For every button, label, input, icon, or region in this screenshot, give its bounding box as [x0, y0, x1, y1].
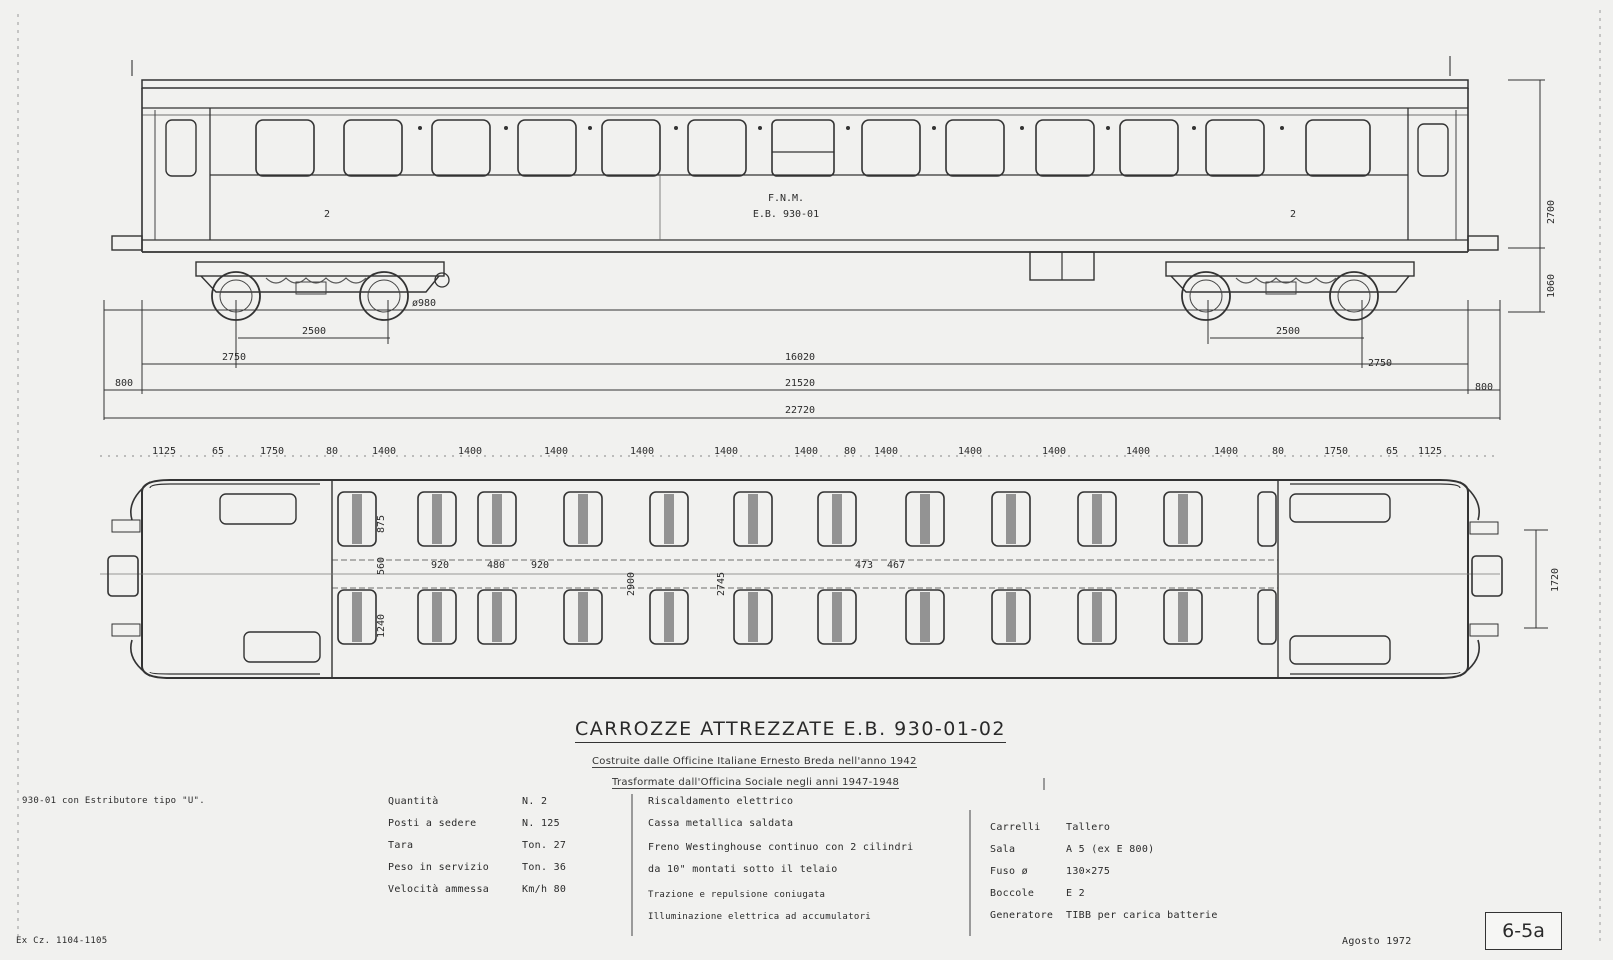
aisle-dim-e: 2745 [716, 571, 727, 597]
seat-lower-6 [818, 590, 856, 644]
seat-upper-1 [418, 492, 456, 546]
seat-upper-8 [992, 492, 1030, 546]
top-dim-9: 1400 [793, 446, 819, 457]
tech-value-1: A 5 (ex E 800) [1066, 844, 1155, 855]
tech-label-4: Generatore [990, 910, 1054, 921]
seat-lower-4 [650, 590, 688, 644]
seat-lower-0 [338, 590, 376, 644]
seat-upper-6 [818, 492, 856, 546]
top-dim-1: 65 [211, 446, 225, 457]
seat-upper-9 [1078, 492, 1116, 546]
tech-label-2: Fuso ø [990, 866, 1028, 877]
side-view [104, 56, 1557, 420]
spec-label-3: Peso in servizio [388, 862, 490, 873]
dim-height-body: 2700 [1546, 199, 1557, 225]
feature-5: Illuminazione elettrica ad accumulatori [648, 912, 872, 922]
tech-label-1: Sala [990, 844, 1016, 855]
top-dim-0: 1125 [151, 446, 177, 457]
tech-label-3: Boccole [990, 888, 1035, 899]
top-dim-14: 1400 [1125, 446, 1151, 457]
tech-label-0: Carrelli [990, 822, 1041, 833]
seat-dim-1: 920 [430, 560, 450, 571]
top-dim-12: 1400 [957, 446, 983, 457]
aisle-dim-b: 560 [376, 556, 387, 576]
dim-wheel-diameter: ø980 [412, 298, 437, 309]
dim-bogie-centers: 16020 [784, 352, 816, 363]
spec-value-2: Ton. 27 [522, 840, 567, 851]
seat-upper-3 [564, 492, 602, 546]
tech-value-2: 130×275 [1066, 866, 1111, 877]
top-dim-11: 1400 [873, 446, 899, 457]
class-left-label: 2 [324, 209, 331, 220]
seat-dim-3: 920 [530, 560, 550, 571]
top-dim-16: 80 [1271, 446, 1285, 457]
title-subline-2: Trasformate dall'Officina Sociale negli anni 1947-1948 [612, 777, 900, 788]
spec-value-4: Km/h 80 [522, 884, 567, 895]
top-dim-13: 1400 [1041, 446, 1067, 457]
feature-3: da 10" montati sotto il telaio [648, 864, 838, 875]
aisle-dim-g: 467 [886, 560, 906, 571]
feature-1: Cassa metallica saldata [648, 818, 794, 829]
spec-value-1: N. 125 [522, 818, 560, 829]
feature-4: Trazione e repulsione coniugata [648, 890, 826, 900]
footer-date: Agosto 1972 [1342, 936, 1412, 947]
top-dim-8: 1400 [713, 446, 739, 457]
spec-value-0: N. 2 [522, 796, 548, 807]
dim-wheelbase-left: 2500 [301, 326, 327, 337]
top-dim-19: 1125 [1417, 446, 1443, 457]
code-label: E.B. 930-01 [752, 209, 820, 220]
drawing-title: CARROZZE ATTREZZATE E.B. 930-01-02 [575, 718, 1006, 743]
seat-upper-7 [906, 492, 944, 546]
seat-upper-4 [650, 492, 688, 546]
seat-upper-2 [478, 492, 516, 546]
spec-value-3: Ton. 36 [522, 862, 567, 873]
aisle-dim-f: 473 [854, 560, 874, 571]
spec-label-0: Quantità [388, 796, 439, 807]
tech-value-4: TIBB per carica batterie [1066, 910, 1218, 921]
seat-lower-9 [1078, 590, 1116, 644]
dim-overhang-right: 800 [1474, 382, 1494, 393]
page-number: 6-5a [1485, 912, 1562, 950]
tech-value-0: Tallero [1066, 822, 1111, 833]
top-dim-7: 1400 [629, 446, 655, 457]
dim-body-length: 21520 [784, 378, 816, 389]
plan-view [100, 446, 1561, 678]
dim-total-length: 22720 [784, 405, 816, 416]
top-dim-2: 1750 [259, 446, 285, 457]
dim-height-floor: 1060 [1546, 273, 1557, 299]
top-dim-3: 80 [325, 446, 339, 457]
dim-end-right: 2750 [1367, 358, 1393, 369]
note-left: 930-01 con Estributore tipo "U". [22, 796, 205, 806]
dim-width: 1720 [1550, 567, 1561, 593]
seat-row-lower [338, 590, 1276, 644]
top-dim-15: 1400 [1213, 446, 1239, 457]
top-dim-17: 1750 [1323, 446, 1349, 457]
dim-wheelbase-right: 2500 [1275, 326, 1301, 337]
top-dim-4: 1400 [371, 446, 397, 457]
feature-0: Riscaldamento elettrico [648, 796, 794, 807]
spec-label-4: Velocità ammessa [388, 884, 490, 895]
seat-upper-0 [338, 492, 376, 546]
seat-upper-5 [734, 492, 772, 546]
class-right-label: 2 [1290, 209, 1297, 220]
plan-top-dimensions [152, 446, 1442, 457]
seat-lower-2 [478, 590, 516, 644]
seat-upper-10 [1164, 492, 1202, 546]
spec-label-1: Posti a sedere [388, 818, 477, 829]
footer-ex: Ex Cz. 1104-1105 [16, 936, 108, 946]
title-subline-1: Costruite dalle Officine Italiane Ernesto Breda nell'anno 1942 [592, 756, 917, 767]
seat-lower-5 [734, 590, 772, 644]
seat-lower-7 [906, 590, 944, 644]
seat-lower-8 [992, 590, 1030, 644]
aisle-dim-d: 2900 [626, 571, 637, 597]
end-seat-1 [1258, 590, 1276, 644]
seat-lower-3 [564, 590, 602, 644]
top-dim-18: 65 [1385, 446, 1399, 457]
aisle-dim-a: 875 [376, 514, 387, 534]
aisle-dim-c: 1240 [376, 613, 387, 639]
feature-2: Freno Westinghouse continuo con 2 cilindri [648, 842, 914, 853]
top-dim-6: 1400 [543, 446, 569, 457]
seat-row-upper [338, 492, 1276, 546]
seat-dim-2: 480 [486, 560, 506, 571]
top-dim-5: 1400 [457, 446, 483, 457]
owner-label: F.N.M. [767, 193, 805, 204]
seat-lower-10 [1164, 590, 1202, 644]
seat-lower-1 [418, 590, 456, 644]
dim-end-left: 2750 [221, 352, 247, 363]
tech-value-3: E 2 [1066, 888, 1085, 899]
spec-label-2: Tara [388, 840, 414, 851]
dim-overhang-left: 800 [114, 378, 134, 389]
end-seat-0 [1258, 492, 1276, 546]
top-dim-10: 80 [843, 446, 857, 457]
